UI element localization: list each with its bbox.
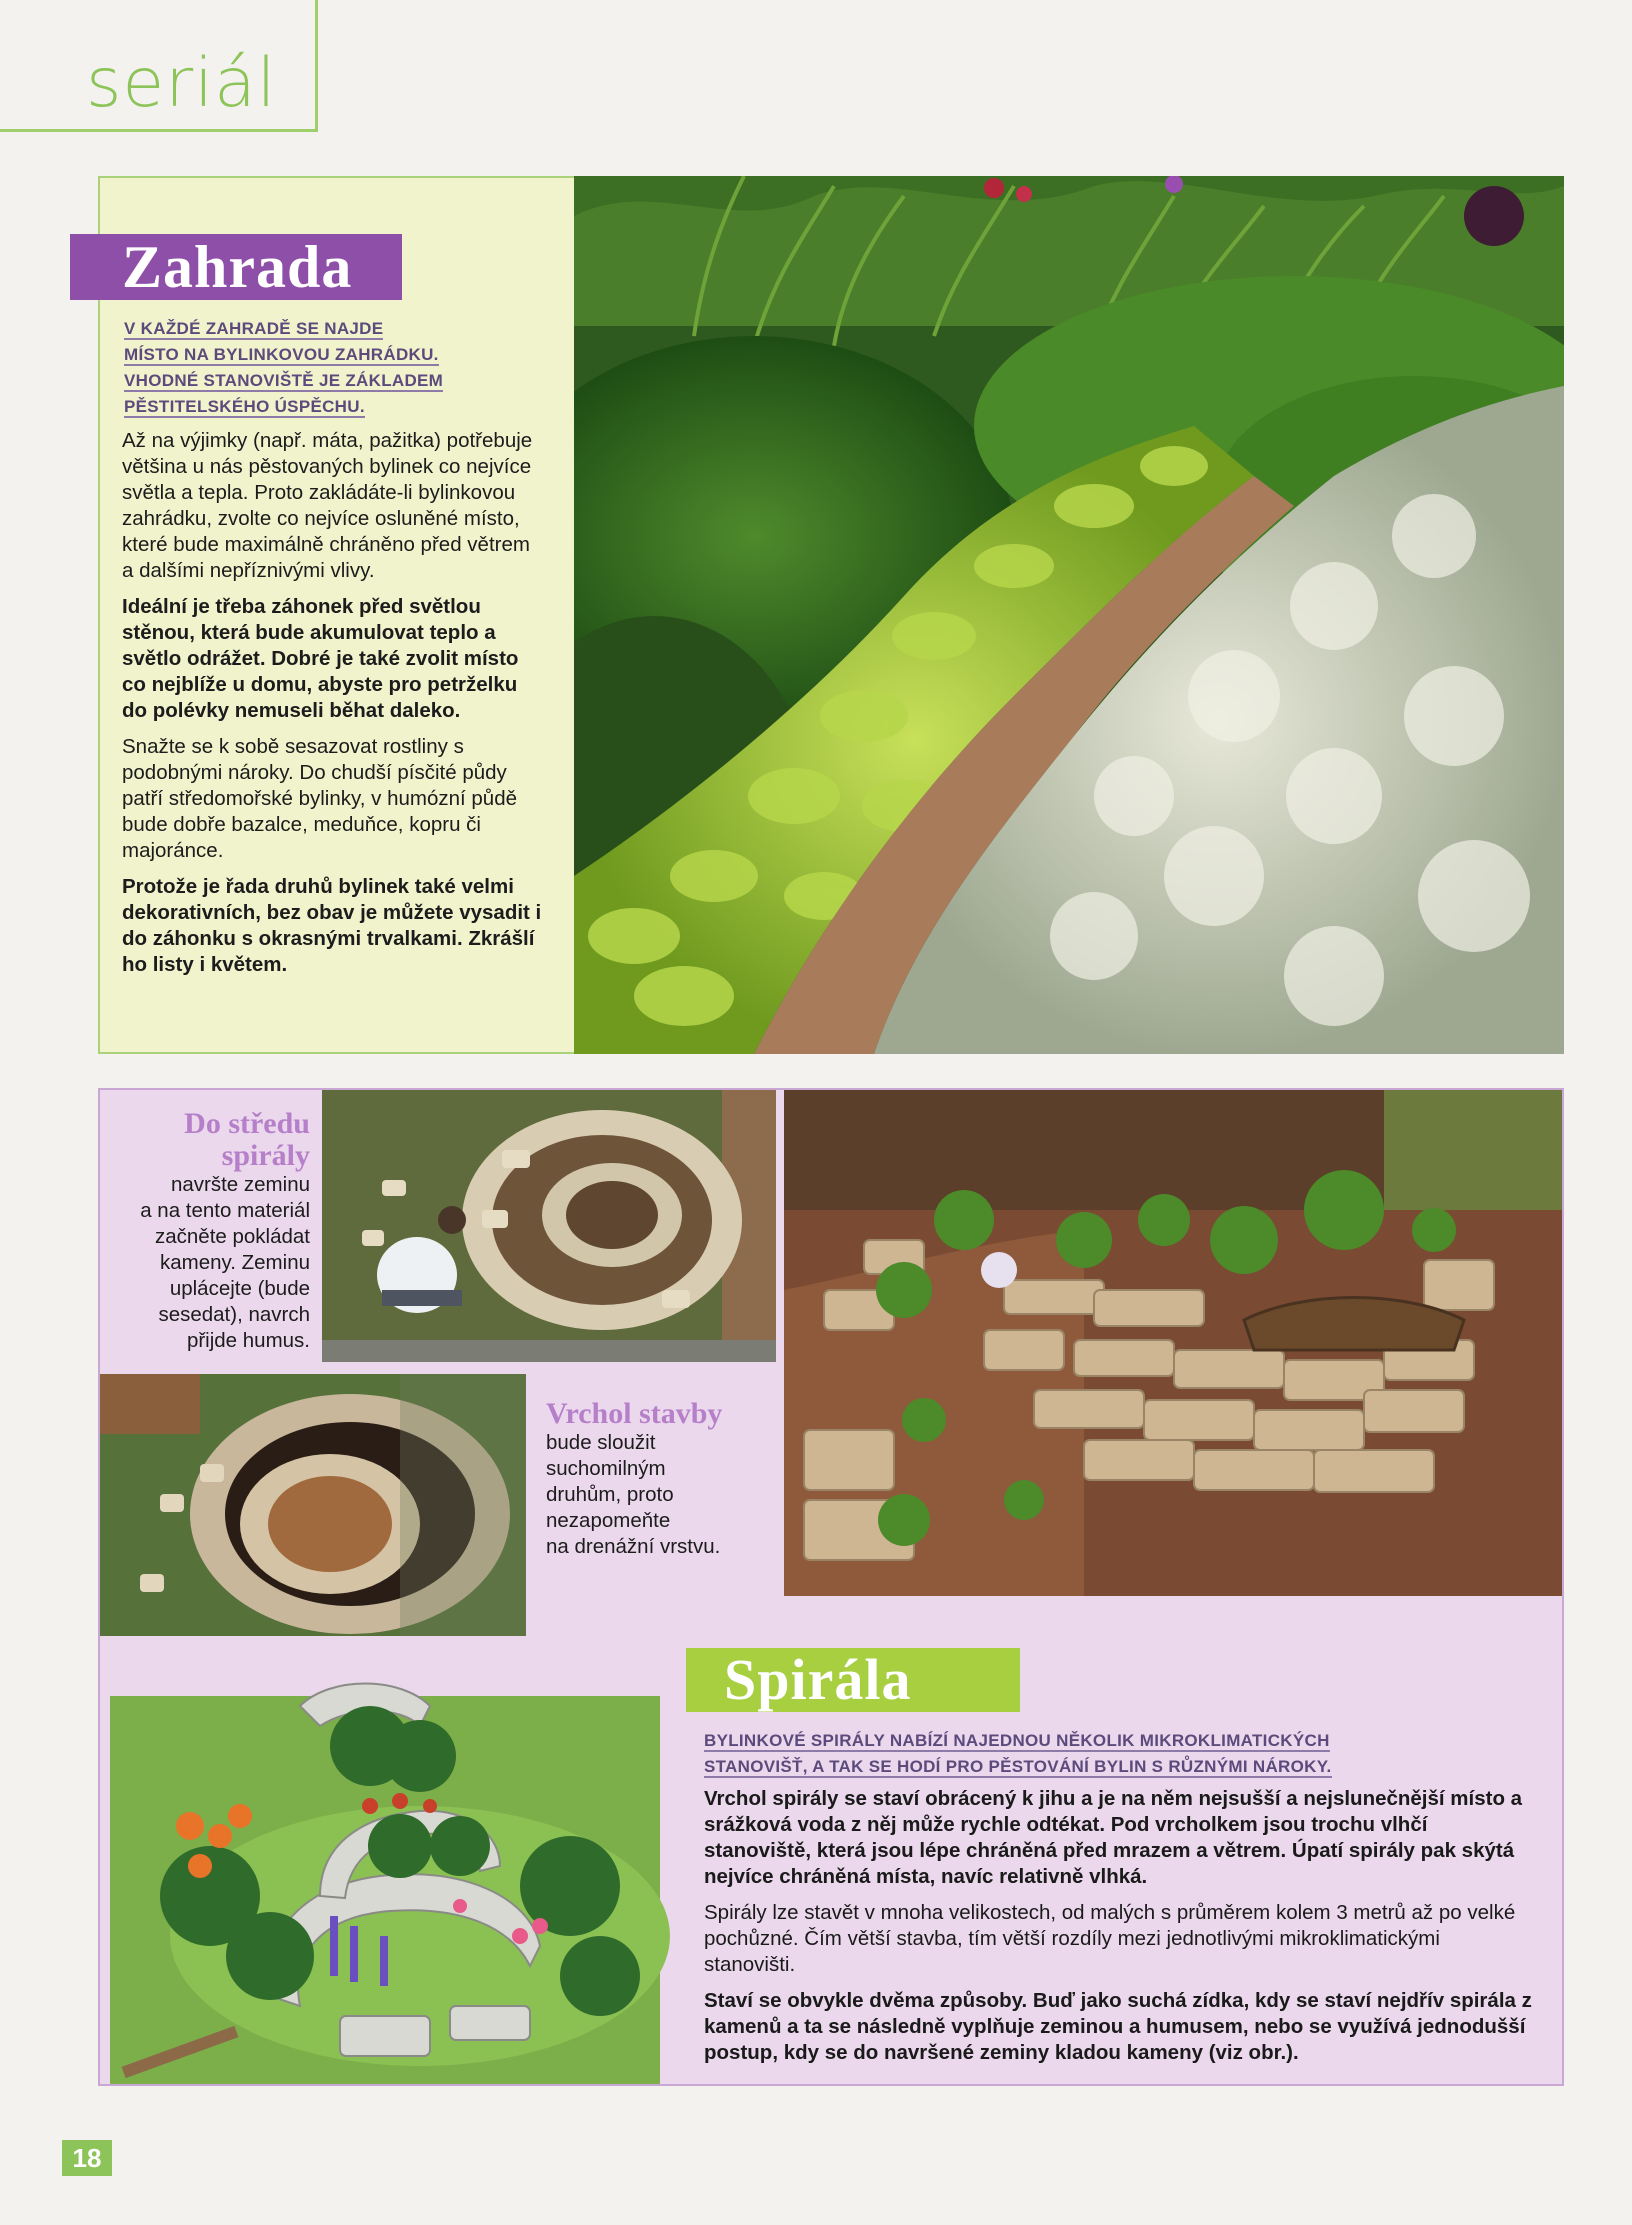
- caption-body: [110, 1172, 310, 1354]
- caption-line: začněte pokládat: [154, 1225, 310, 1248]
- section-label: seriál: [86, 44, 277, 123]
- spirala-paragraph-2: Spirály lze stavět v mnoha velikostech, od malých s průměrem kolem 3 metrů až po velké pochůzné. Čím větší stavba, tím větší rozdíly mezi jednotlivými mikroklimatickými stanovišti.: [704, 1901, 1516, 1976]
- planted-spiral-drawing: [100, 1636, 686, 2084]
- spirala-lead: [704, 1728, 1504, 1780]
- caption-title: [110, 1108, 310, 1172]
- caption-line: přijde humus.: [186, 1329, 310, 1352]
- caption-body: [546, 1430, 776, 1560]
- zahrada-lead: [124, 316, 536, 420]
- caption-title-line: Do středu: [184, 1107, 310, 1140]
- spiral-drainage-illustration: [100, 1374, 526, 1646]
- caption-line: bude sloužit: [546, 1431, 656, 1454]
- zahrada-title: Zahrada: [122, 234, 353, 300]
- spiral-building-illustration: [322, 1090, 776, 1362]
- caption-vrchol: [546, 1398, 776, 1560]
- caption-line: sesedat), navrch: [158, 1303, 310, 1326]
- lead-line: V KAŽDÉ ZAHRADĚ SE NAJDE: [124, 319, 384, 338]
- spirala-paragraph-3: Staví se obvykle dvěma způsoby. Buď jako suchá zídka, kdy se staví nejdřív spirála z kamenů a ta se následně vyplňuje zeminou a humusem, nebo se využívá jednodušší postup, kdy se do navršené zeminy kladou kameny (viz obr.).: [704, 1989, 1532, 2064]
- page-number: 18: [62, 2140, 112, 2176]
- caption-line: a na tento materiál: [140, 1199, 310, 1222]
- planted-spiral-illustration: [100, 1636, 686, 2084]
- spirala-title: Spirála: [724, 1647, 912, 1712]
- garden-photo-illustration: [574, 176, 1564, 1054]
- caption-line: nezapomeňte: [546, 1509, 671, 1532]
- garden-photo: [574, 176, 1564, 1054]
- stone-spiral-photo: [784, 1090, 1562, 1596]
- caption-do-stredu: [110, 1108, 310, 1354]
- spirala-paragraph-1: Vrchol spirály se staví obrácený k jihu a je na něm nejsušší a nejslunečnější místo a srážková voda z něj může rychle odtékat. Pod vrcholkem jsou trochu vlhčí stanoviště, která jsou lépe chráněná před mrazem a větrem. Úpatí spirály pak skýtá nejvíce chráněná místa, navíc relativně vlhká.: [704, 1787, 1523, 1888]
- lead-line: STANOVIŠŤ, A TAK SE HODÍ PRO PĚSTOVÁNÍ BYLIN S RŮZNÝMI NÁROKY.: [704, 1757, 1332, 1776]
- zahrada-paragraph-4: Protože je řada druhů bylinek také velmi dekorativních, bez obav je můžete vysadit i do záhonku s okrasnými trvalkami. Zkrášlí ho listy i květem.: [122, 875, 542, 976]
- caption-line: suchomilným: [546, 1457, 666, 1480]
- spirala-body: [704, 1786, 1534, 2076]
- lead-line: VHODNÉ STANOVIŠTĚ JE ZÁKLADEM: [124, 371, 444, 390]
- caption-title: Vrchol stavby: [546, 1397, 723, 1430]
- spiral-building-photo: [322, 1090, 776, 1362]
- caption-line: na drenážní vrstvu.: [546, 1535, 721, 1558]
- caption-line: druhům, proto: [546, 1483, 674, 1506]
- caption-line: navršte zeminu: [170, 1173, 310, 1196]
- zahrada-body: [122, 428, 546, 988]
- lead-line: BYLINKOVÉ SPIRÁLY NABÍZÍ NAJEDNOU NĚKOLIK MIKROKLIMATICKÝCH: [704, 1731, 1330, 1750]
- caption-title-line: spirály: [221, 1139, 310, 1172]
- caption-line: uplácejte (bude: [169, 1277, 310, 1300]
- lead-line: MÍSTO NA BYLINKOVOU ZAHRÁDKU.: [124, 345, 439, 364]
- lead-line: PĚSTITELSKÉHO ÚSPĚCHU.: [124, 397, 365, 416]
- zahrada-paragraph-3: Snažte se k sobě sesazovat rostliny s podobnými nároky. Do chudší písčité půdy patří středomořské bylinky, v humózní půdě bude dobře bazalce, meduňce, kopru či majoránce.: [122, 735, 517, 862]
- caption-line: kameny. Zeminu: [159, 1251, 310, 1274]
- spiral-drainage-photo: [100, 1374, 526, 1646]
- zahrada-paragraph-1: Až na výjimky (např. máta, pažitka) potřebuje většina u nás pěstovaných bylinek co nejvíce světla a tepla. Proto zakládáte-li bylinkovou zahrádku, zvolte co nejvíce osluněné místo, které bude maximálně chráněno před větrem a dalšími nepříznivými vlivy.: [122, 429, 533, 582]
- stone-spiral-illustration: [784, 1090, 1562, 1596]
- zahrada-paragraph-2: Ideální je třeba záhonek před světlou stěnou, která bude akumulovat teplo a světlo odrážet. Dobré je také zvolit místo co nejblíže u domu, abyste pro petrželku do polévky nemuseli běhat daleko.: [122, 595, 519, 722]
